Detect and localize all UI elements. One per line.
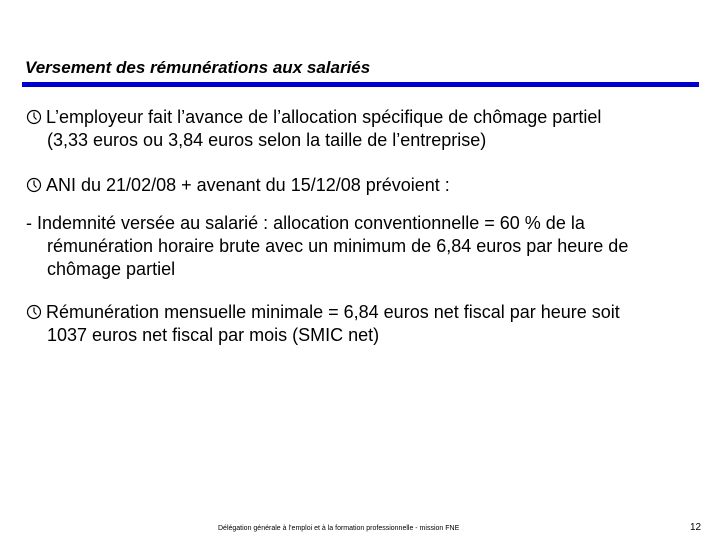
paragraph-line: - Indemnité versée au salarié : allocation conventionnelle = 60 % de la (26, 213, 585, 233)
clock-icon (26, 304, 42, 320)
clock-icon (26, 177, 42, 193)
page-number: 12 (690, 522, 702, 533)
paragraph-text: L’employeur fait l’avance de l’allocation spécifique de chômage partiel (46, 107, 602, 127)
paragraph-line: (3,33 euros ou 3,84 euros selon la taille de l’entreprise) (47, 130, 487, 150)
paragraph-minimum-pay (26, 301, 620, 347)
title-divider (22, 82, 699, 87)
paragraph-line: chômage partiel (47, 259, 176, 279)
clock-icon (26, 109, 42, 125)
paragraph-line: 1037 euros net fiscal par mois (SMIC net) (47, 325, 380, 345)
paragraph-line (26, 301, 620, 324)
footer-text: Délégation générale à l’emploi et à la formation professionnelle - mission FNE (218, 525, 460, 532)
paragraph-ani-agreement (26, 174, 450, 197)
paragraph-employer-advance (26, 106, 601, 152)
paragraph-text: Rémunération mensuelle minimale = 6,84 euros net fiscal par heure soit (46, 302, 620, 322)
slide-title: Versement des rémunérations aux salariés (25, 58, 371, 77)
paragraph-indemnity (26, 212, 628, 281)
paragraph-line (26, 106, 601, 129)
paragraph-line (26, 174, 450, 197)
paragraph-text: ANI du 21/02/08 + avenant du 15/12/08 prévoient : (46, 175, 450, 195)
paragraph-line: rémunération horaire brute avec un minimum de 6,84 euros par heure de (47, 236, 629, 256)
